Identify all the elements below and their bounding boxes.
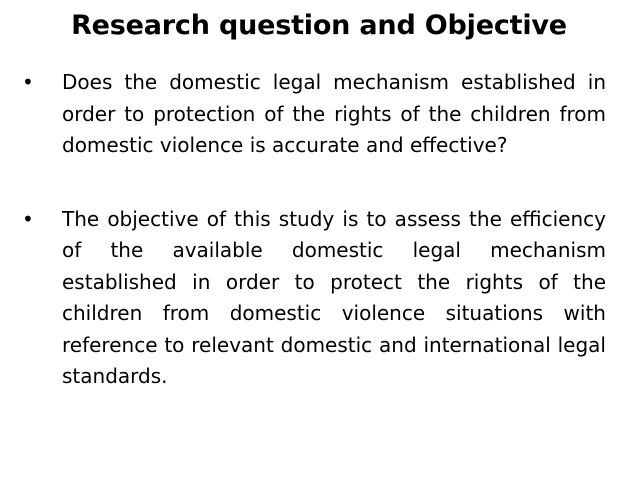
- bullet-dot-icon: •: [22, 70, 34, 94]
- bullet-text-research-question: Does the domestic legal mechanism established in order to protection of the rights of the children from domestic violence is accurate and effective?: [62, 70, 606, 157]
- bullet-text-objective: The objective of this study is to assess the efficiency of the available domestic legal mechanism established in order to protect the rights of the children from domestic violence situations with reference to relevant domestic and international legal standards.: [62, 206, 606, 388]
- slide-title: Research question and Objective: [71, 10, 567, 41]
- bullet-item-objective: [22, 204, 606, 393]
- bullet-list: [22, 67, 606, 393]
- bullet-item-research-question: [22, 67, 606, 162]
- bullet-dot-icon: •: [22, 206, 34, 231]
